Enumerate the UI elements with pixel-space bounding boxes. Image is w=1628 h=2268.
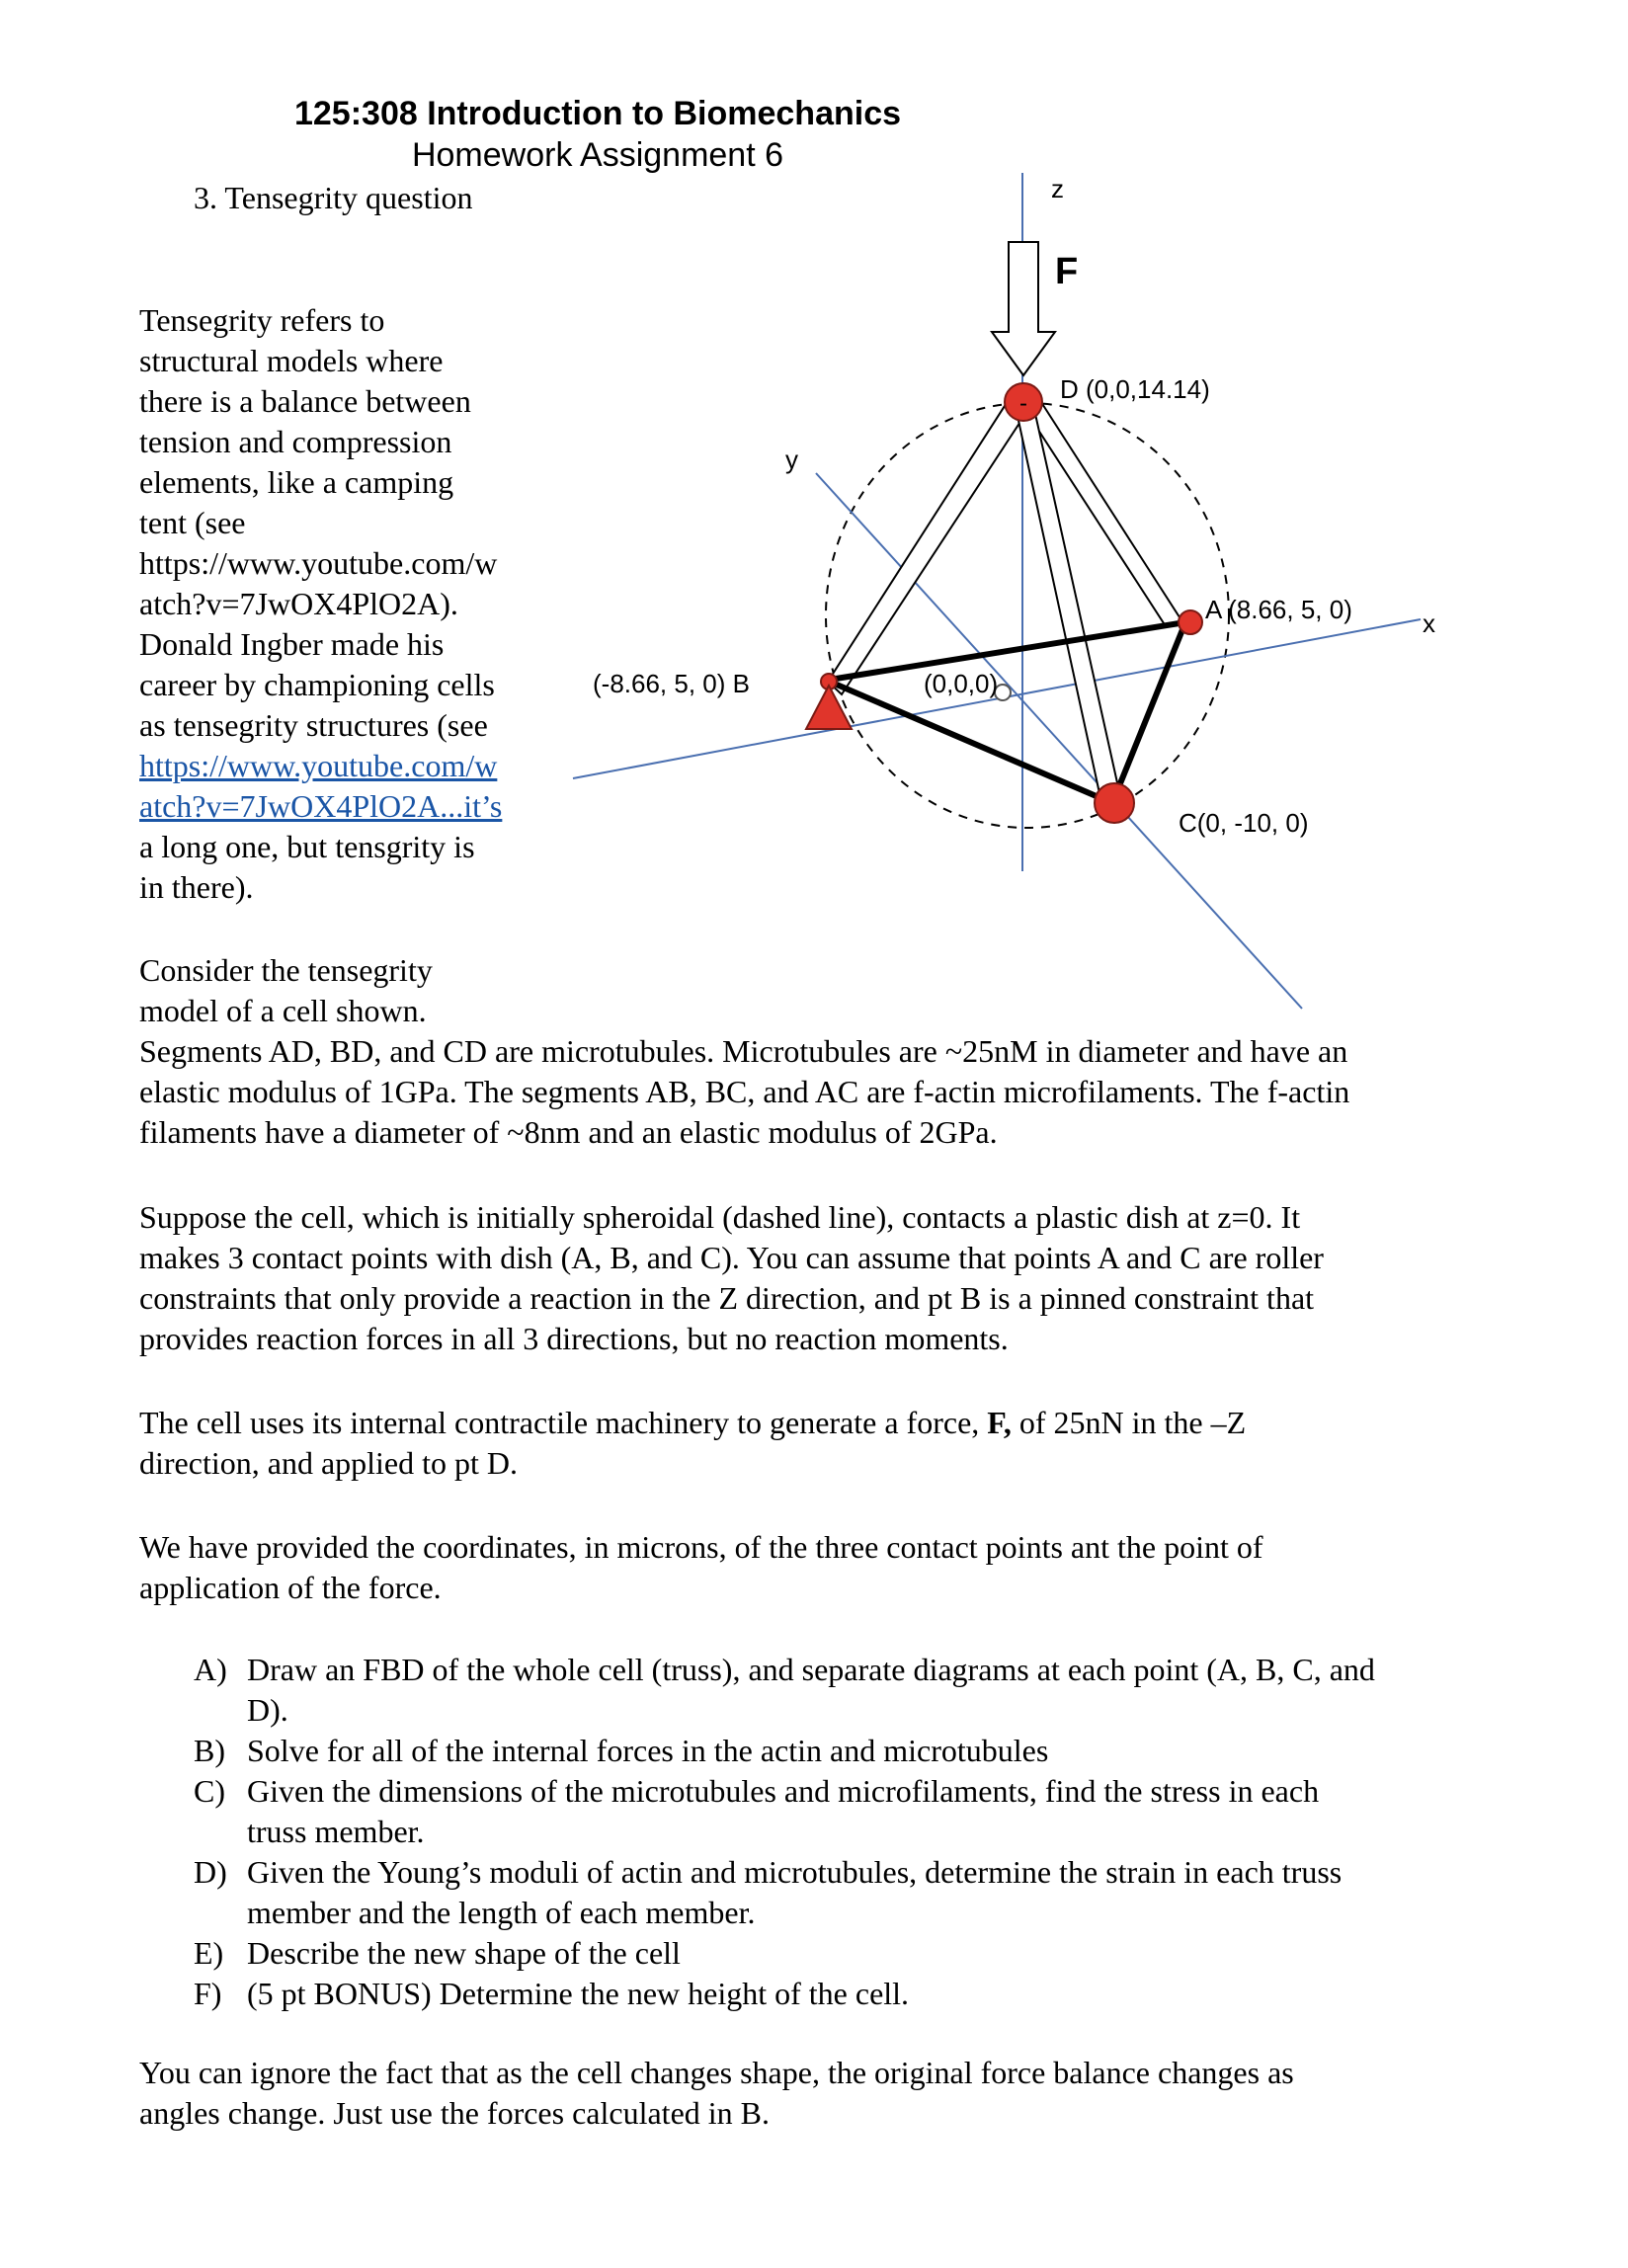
intro-line: tent (see [139, 505, 246, 540]
part-text: Given the dimensions of the microtubules and microfilaments, find the stress in each [247, 1773, 1320, 1809]
node-A [1179, 610, 1202, 634]
consider-line: Consider the tensegrity [139, 952, 433, 988]
consider-paragraph [139, 950, 1562, 1153]
y-axis-label: y [785, 445, 798, 474]
part-text: Given the Young’s moduli of actin and microtubules, determine the strain in each truss [247, 1854, 1343, 1890]
list-item [194, 1974, 1517, 2014]
intro-line: in there). [139, 869, 254, 905]
part-label: C) [194, 1773, 225, 1809]
point-C-label: C(0, -10, 0) [1179, 808, 1309, 838]
origin-label: (0,0,0) [924, 669, 999, 698]
intro-line: atch?v=7JwOX4PlO2A). [139, 586, 458, 621]
list-item [194, 1650, 1517, 1731]
filament-BC [830, 682, 1112, 803]
ignore-paragraph [139, 2053, 1294, 2134]
intro-line: there is a balance between [139, 383, 471, 419]
part-label: F) [194, 1976, 222, 2011]
point-D-label: D (0,0,14.14) [1060, 374, 1210, 404]
intro-line: https://www.youtube.com/w [139, 545, 498, 581]
tensegrity-diagram [0, 0, 1628, 1027]
intro-line: elements, like a camping [139, 464, 454, 500]
part-text: D). [247, 1692, 288, 1728]
point-A-label: A (8.66, 5, 0) [1205, 595, 1352, 624]
part-label: A) [194, 1652, 227, 1687]
force-symbol: F, [987, 1405, 1012, 1440]
part-label: D) [194, 1854, 227, 1890]
course-title: 125:308 Introduction to Biomechanics [293, 95, 902, 132]
ignore-line: angles change. Just use the forces calculated in B. [139, 2095, 770, 2131]
svg-text:-: - [1019, 390, 1027, 417]
suppose-paragraph [139, 1197, 1324, 1359]
youtube-link[interactable]: atch?v=7JwOX4PlO2A...it’s [139, 788, 503, 824]
consider-line: filaments have a diameter of ~8nm and an elastic modulus of 2GPa. [139, 1114, 998, 1150]
question-title: 3. Tensegrity question [194, 180, 473, 215]
force-label: F [1055, 251, 1079, 292]
part-text: member and the length of each member. [247, 1895, 756, 1930]
consider-line: elastic modulus of 1GPa. The segments AB, BC, and AC are f-actin microfilaments. The f-actin [139, 1074, 1350, 1109]
part-text: truss member. [247, 1814, 425, 1849]
suppose-line: makes 3 contact points with dish (A, B, and C). You can assume that points A and C are roller [139, 1240, 1324, 1275]
force-line [139, 1403, 1246, 1443]
consider-line: model of a cell shown. [139, 993, 427, 1028]
question-parts-list [194, 1650, 1517, 2014]
ignore-line: You can ignore the fact that as the cell changes shape, the original force balance changes as [139, 2055, 1294, 2090]
point-B-label: (-8.66, 5, 0) B [593, 669, 750, 698]
intro-line: tension and compression [139, 424, 452, 459]
force-arrow [992, 242, 1055, 375]
part-text: Draw an FBD of the whole cell (truss), and separate diagrams at each point (A, B, C, and [247, 1652, 1375, 1687]
intro-line: Tensegrity refers to [139, 302, 385, 338]
filament-AC [1112, 622, 1185, 803]
suppose-line: provides reaction forces in all 3 directions, but no reaction moments. [139, 1321, 1009, 1356]
intro-line: a long one, but tensgrity is [139, 829, 475, 864]
consider-line: Segments AD, BD, and CD are microtubules. Microtubules are ~25nM in diameter and have an [139, 1033, 1348, 1069]
z-axis-label: z [1051, 174, 1064, 203]
force-line: direction, and applied to pt D. [139, 1445, 519, 1481]
intro-line: Donald Ingber made his [139, 626, 445, 662]
list-item [194, 1852, 1517, 1933]
part-text: (5 pt BONUS) Determine the new height of the cell. [247, 1976, 910, 2011]
part-label: B) [194, 1733, 225, 1768]
suppose-line: constraints that only provide a reaction in the Z direction, and pt B is a pinned constraint that [139, 1280, 1315, 1316]
suppose-line: Suppose the cell, which is initially spheroidal (dashed line), contacts a plastic dish at z=0. It [139, 1199, 1301, 1235]
force-text-post: of 25nN in the –Z [1011, 1405, 1247, 1440]
part-text: Describe the new shape of the cell [247, 1935, 681, 1971]
youtube-link[interactable]: https://www.youtube.com/w [139, 748, 498, 783]
part-label: E) [194, 1935, 224, 1971]
assignment-title: Homework Assignment 6 [411, 136, 784, 174]
intro-line: career by championing cells [139, 667, 495, 702]
coords-line: We have provided the coordinates, in microns, of the three contact points ant the point of [139, 1529, 1263, 1565]
coords-paragraph [139, 1527, 1263, 1608]
intro-line: structural models where [139, 343, 444, 378]
node-C [1095, 783, 1134, 823]
part-text: Solve for all of the internal forces in the actin and microtubules [247, 1733, 1049, 1768]
list-item [194, 1771, 1517, 1852]
x-axis-label: x [1423, 608, 1435, 638]
force-paragraph [139, 1403, 1246, 1484]
intro-line: as tensegrity structures (see [139, 707, 488, 743]
force-text-pre: The cell uses its internal contractile machinery to generate a force, [139, 1405, 988, 1440]
list-item [194, 1933, 1517, 1974]
coords-line: application of the force. [139, 1570, 442, 1605]
list-item [194, 1731, 1517, 1771]
